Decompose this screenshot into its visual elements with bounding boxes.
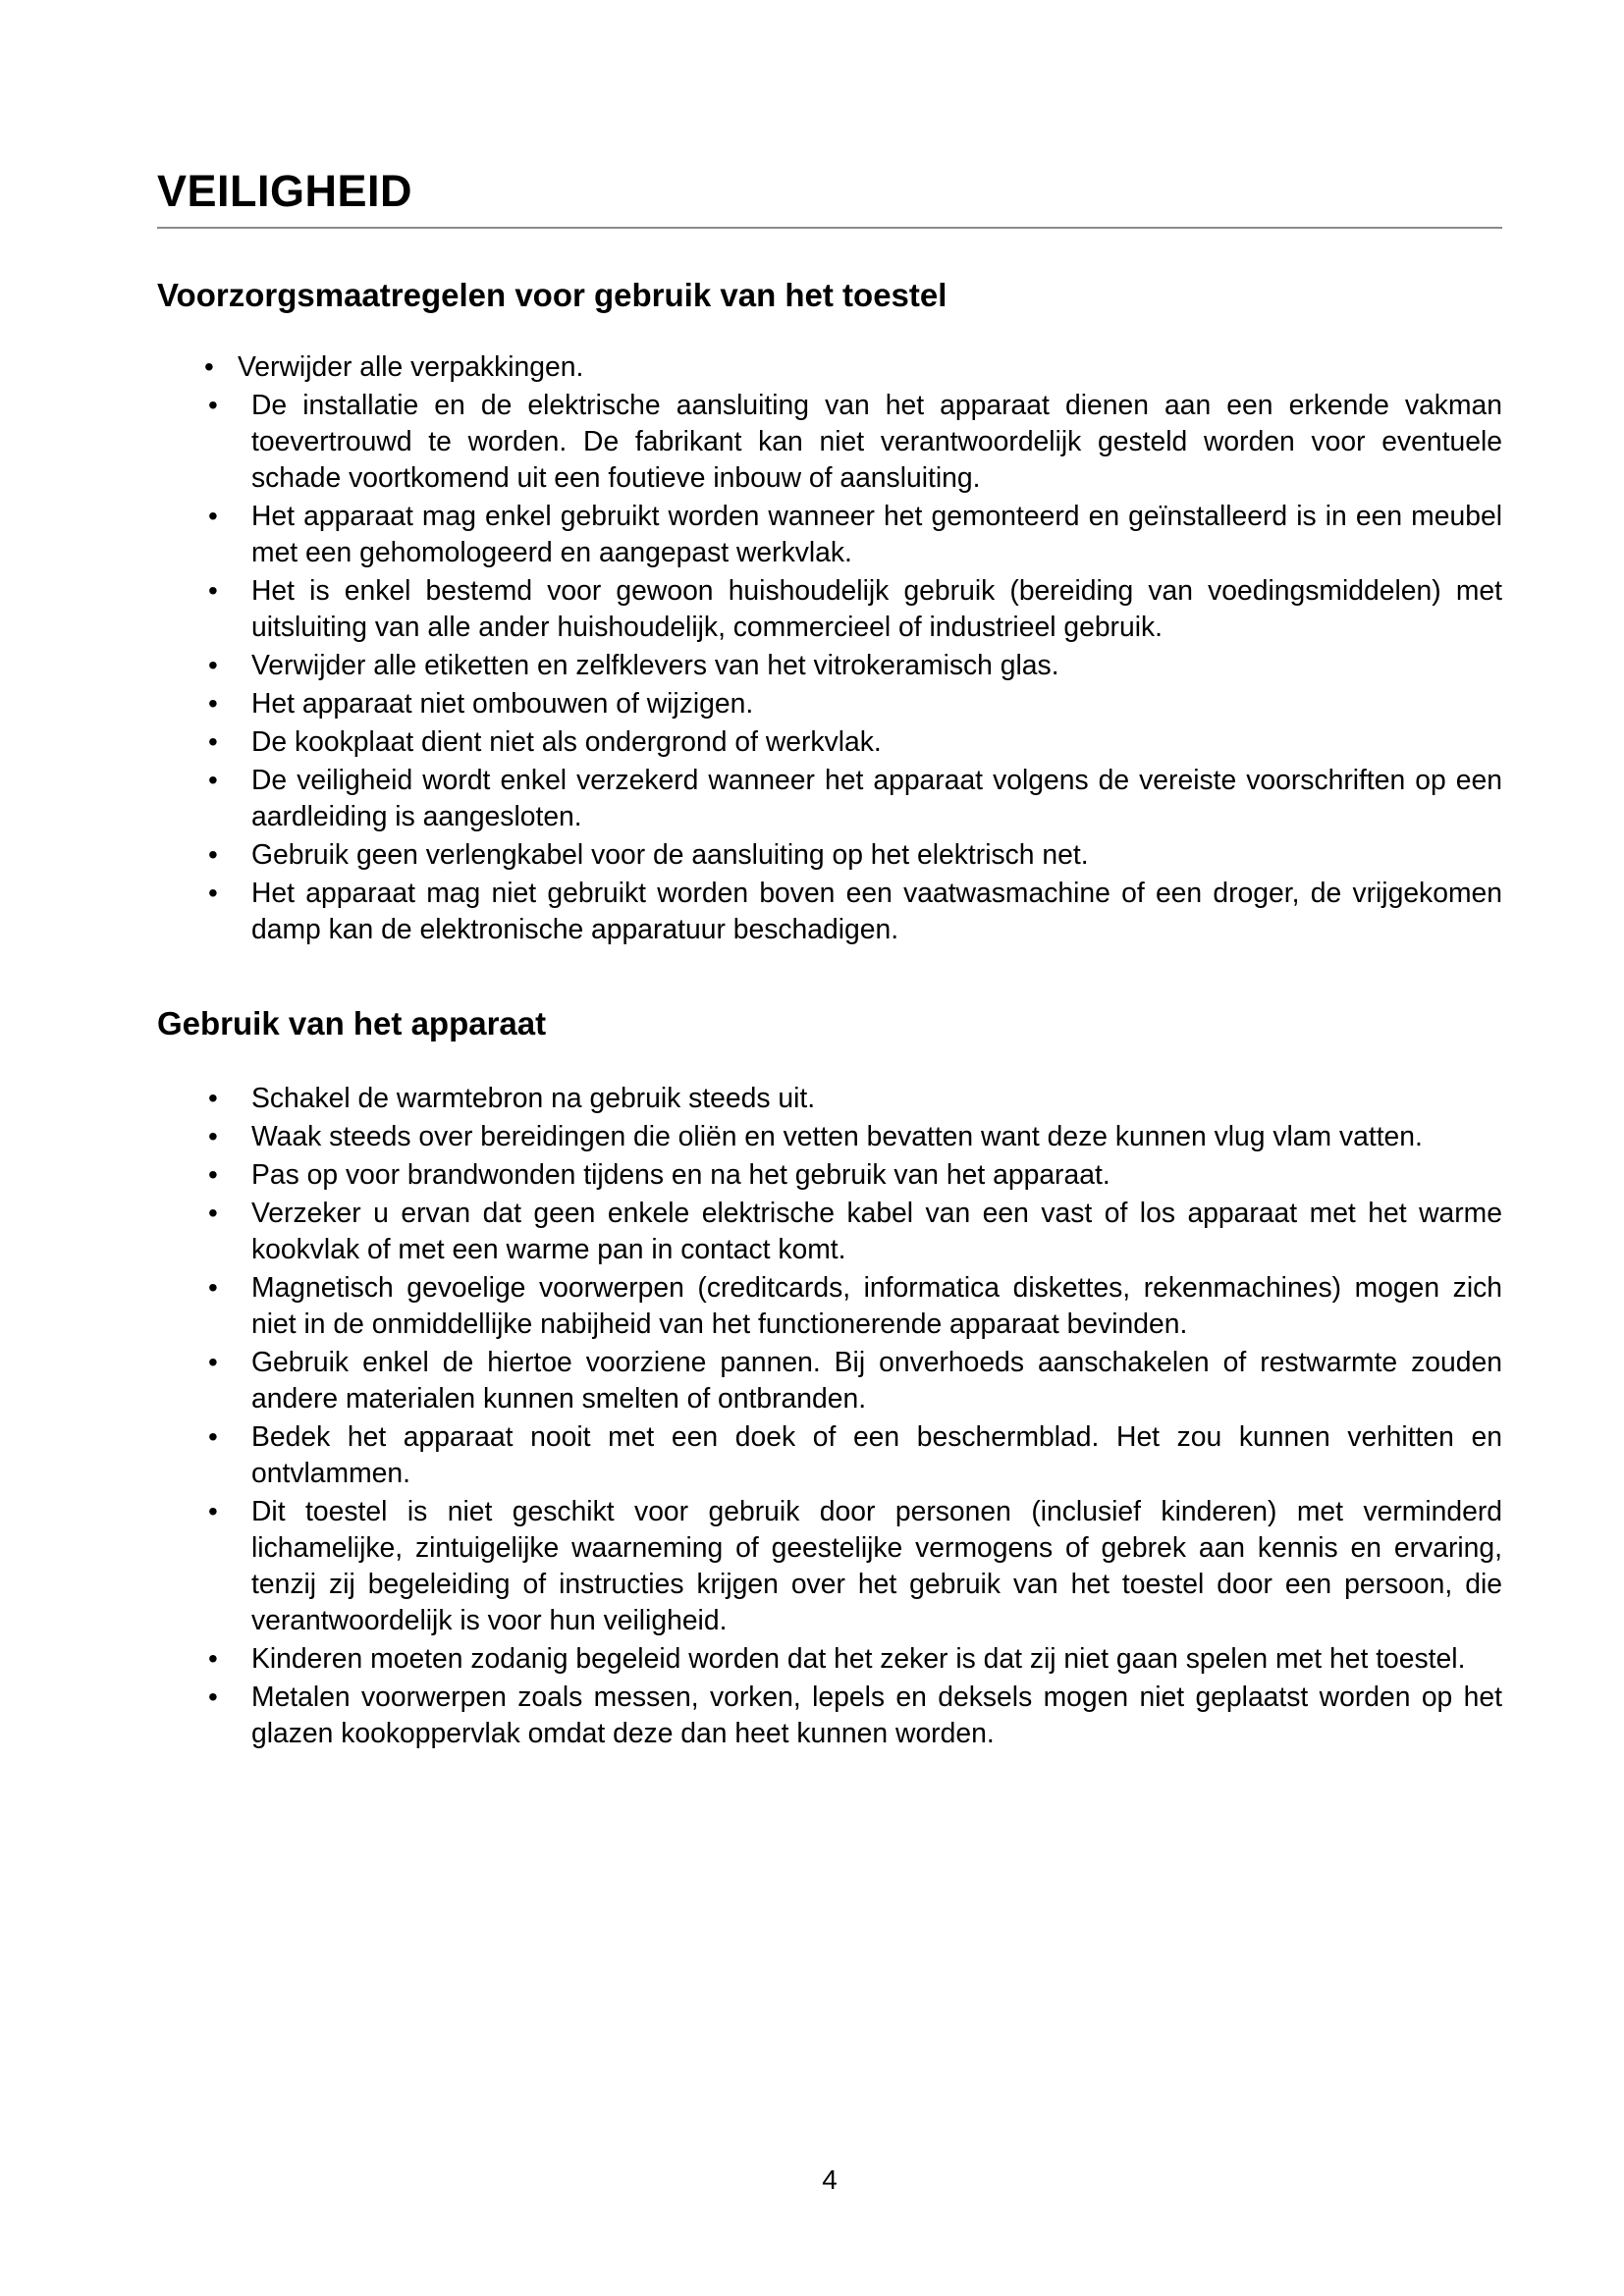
section-heading-precautions: Voorzorgsmaatregelen voor gebruik van het toestel	[157, 277, 947, 313]
bullet-icon: •	[208, 1347, 218, 1377]
list-item	[157, 1493, 1502, 1638]
bullet-icon: •	[204, 351, 214, 382]
bullet-icon: •	[208, 1083, 218, 1113]
list-item-text: Verwijder alle etiketten en zelfklevers van het vitrokeramisch glas.	[251, 649, 1059, 680]
bullet-icon: •	[208, 688, 218, 719]
list-item	[157, 685, 1502, 721]
list-item	[157, 1269, 1502, 1342]
list-item-text: Gebruik geen verlengkabel voor de aansluiting op het elektrisch net.	[251, 838, 1089, 870]
bullet-icon: •	[208, 1121, 218, 1151]
bullet-icon: •	[208, 650, 218, 680]
list-item	[157, 1156, 1502, 1193]
list-item-text: De kookplaat dient niet als ondergrond of werkvlak.	[251, 725, 882, 757]
list-item-text: Pas op voor brandwonden tijdens en na het gebruik van het apparaat.	[251, 1158, 1110, 1190]
list-item-text: Verzeker u ervan dat geen enkele elektrische kabel van een vast of los apparaat met het warme kookvlak of met een warme pan in contact komt.	[251, 1197, 1502, 1264]
bullet-icon: •	[208, 1643, 218, 1674]
precautions-list	[157, 348, 1502, 949]
bullet-icon: •	[208, 1421, 218, 1452]
title-divider	[157, 227, 1502, 229]
list-item-text: De installatie en de elektrische aansluiting van het apparaat dienen aan een erkende vakman toevertrouwd te worden. De fabrikant kan niet verantwoordelijk gesteld worden voor eventuele schade voortkomend uit een foutieve inbouw of aansluiting.	[251, 389, 1502, 493]
page-number: 4	[822, 2164, 838, 2195]
list-item-text: Het apparaat niet ombouwen of wijzigen.	[251, 687, 754, 719]
bullet-icon: •	[208, 1496, 218, 1526]
section-heading-usage: Gebruik van het apparaat	[157, 1005, 547, 1041]
usage-list	[157, 1080, 1502, 1753]
bullet-icon: •	[208, 839, 218, 870]
list-item-text: De veiligheid wordt enkel verzekerd wanneer het apparaat volgens de vereiste voorschriften op een aardleiding is aangesloten.	[251, 764, 1502, 831]
bullet-icon: •	[208, 878, 218, 908]
list-item-text: Metalen voorwerpen zoals messen, vorken, lepels en deksels mogen niet geplaatst worden op het glazen kookoppervlak omdat deze dan heet kunnen worden.	[251, 1681, 1502, 1748]
list-item-text: Bedek het apparaat nooit met een doek of een beschermblad. Het zou kunnen verhitten en ontvlammen.	[251, 1420, 1502, 1488]
list-item-text: Verwijder alle verpakkingen.	[238, 350, 584, 382]
bullet-icon: •	[208, 390, 218, 420]
list-item	[157, 836, 1502, 873]
list-item	[157, 1640, 1502, 1677]
list-item	[157, 647, 1502, 683]
bullet-icon: •	[208, 501, 218, 531]
list-item-text: Gebruik enkel de hiertoe voorziene pannen. Bij onverhoeds aanschakelen of restwarmte zouden andere materialen kunnen smelten of ontbranden.	[251, 1346, 1502, 1414]
list-item	[157, 387, 1502, 496]
bullet-icon: •	[208, 765, 218, 795]
list-item	[157, 1679, 1502, 1751]
list-item	[157, 1344, 1502, 1416]
bullet-icon: •	[208, 575, 218, 606]
list-item	[157, 1195, 1502, 1267]
list-item	[157, 723, 1502, 760]
list-item	[157, 762, 1502, 834]
list-item-text: Dit toestel is niet geschikt voor gebruik door personen (inclusief kinderen) met verminderd lichamelijke, zintuigelijke waarneming of geestelijke vermogens of gebrek aan kennis en ervaring, tenzij zij begeleiding of instructies krijgen over het gebruik van het toestel door een persoon, die verantwoordelijk is voor hun veiligheid.	[251, 1495, 1502, 1635]
list-item-text: Schakel de warmtebron na gebruik steeds uit.	[251, 1082, 816, 1113]
bullet-icon: •	[208, 1682, 218, 1712]
bullet-icon: •	[208, 1198, 218, 1228]
list-item	[157, 1418, 1502, 1491]
document-page	[157, 0, 1502, 2296]
list-item	[157, 572, 1502, 645]
page-title: VEILIGHEID	[157, 166, 413, 216]
list-item	[157, 348, 1502, 385]
list-item	[157, 1080, 1502, 1116]
list-item	[157, 875, 1502, 947]
bullet-icon: •	[208, 1272, 218, 1303]
bullet-icon: •	[208, 1159, 218, 1190]
list-item-text: Het apparaat mag enkel gebruikt worden wanneer het gemonteerd en geïnstalleerd is in een meubel met een gehomologeerd en aangepast werkvlak.	[251, 500, 1502, 567]
list-item-text: Waak steeds over bereidingen die oliën en vetten bevatten want deze kunnen vlug vlam vatten.	[251, 1120, 1423, 1151]
list-item-text: Het apparaat mag niet gebruikt worden boven een vaatwasmachine of een droger, de vrijgekomen damp kan de elektronische apparatuur beschadigen.	[251, 877, 1502, 944]
bullet-icon: •	[208, 726, 218, 757]
list-item-text: Het is enkel bestemd voor gewoon huishoudelijk gebruik (bereiding van voedingsmiddelen) met uitsluiting van alle ander huishoudelijk, commercieel of industrieel gebruik.	[251, 574, 1502, 642]
list-item	[157, 498, 1502, 570]
list-item	[157, 1118, 1502, 1154]
list-item-text: Magnetisch gevoelige voorwerpen (creditcards, informatica diskettes, rekenmachines) mogen zich niet in de onmiddellijke nabijheid van het functionerende apparaat bevinden.	[251, 1271, 1502, 1339]
list-item-text: Kinderen moeten zodanig begeleid worden dat het zeker is dat zij niet gaan spelen met het toestel.	[251, 1642, 1466, 1674]
